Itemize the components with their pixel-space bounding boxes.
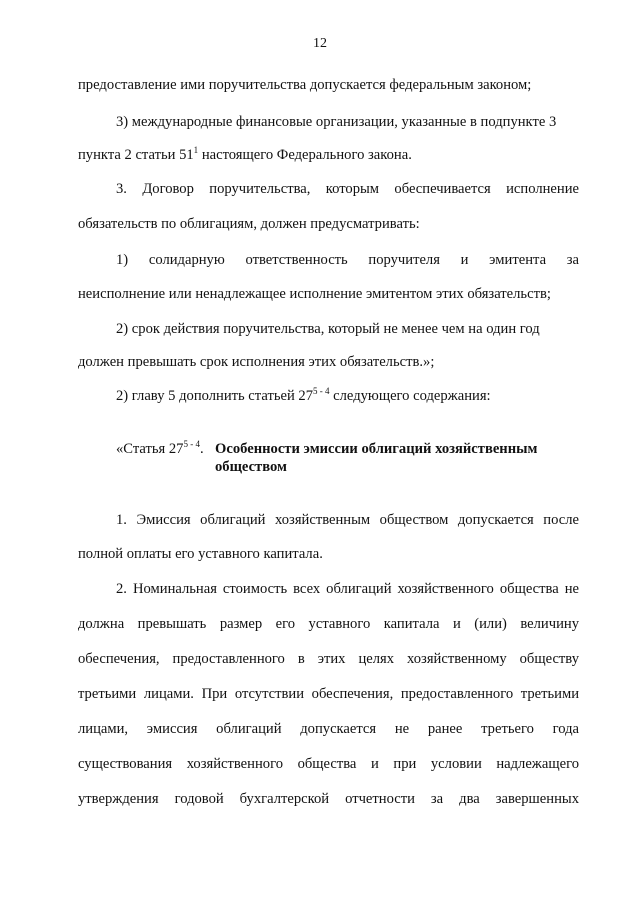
text-line: 2. Номинальная стоимость всех облигаций хозяйственного общества не bbox=[116, 581, 579, 597]
superscript: 5 - 4 bbox=[183, 439, 200, 450]
superscript: 5 - 4 bbox=[313, 386, 330, 397]
text-line bbox=[78, 146, 412, 164]
article-dot: . bbox=[199, 441, 204, 457]
article-title: Особенности эмиссии облигаций хозяйственным обществом bbox=[215, 441, 538, 475]
text-span: пункта 2 статьи 51 bbox=[78, 147, 194, 163]
text-line: полной оплаты его уставного капитала. bbox=[78, 546, 323, 562]
article-prefix: «Статья 27 bbox=[116, 441, 184, 457]
superscript: 1 bbox=[193, 145, 199, 156]
text-line: 2) срок действия поручительства, который не менее чем на один год bbox=[116, 321, 540, 337]
text-line: 3) международные финансовые организации, указанные в подпункте 3 bbox=[116, 114, 557, 130]
text-line: должна превышать размер его уставного капитала и (или) величину bbox=[78, 616, 579, 632]
text-span: настоящего Федерального закона. bbox=[198, 147, 412, 163]
text-line: утверждения годовой бухгалтерской отчетности за два завершенных bbox=[78, 791, 579, 807]
text-line: лицами, эмиссия облигаций допускается не ранее третьего года bbox=[78, 721, 579, 737]
text-line: обеспечения, предоставленного в этих целях хозяйственному обществу bbox=[78, 651, 579, 667]
text-span: 2) главу 5 дополнить статьей 27 bbox=[116, 388, 314, 404]
page-number: 12 bbox=[313, 36, 327, 51]
text-line: обязательств по облигациям, должен предусматривать: bbox=[78, 216, 420, 232]
text-line: существования хозяйственного общества и при условии надлежащего bbox=[78, 756, 579, 772]
text-line bbox=[116, 387, 491, 405]
text-span: следующего содержания: bbox=[329, 388, 491, 404]
text-line: должен превышать срок исполнения этих обязательств.»; bbox=[78, 354, 435, 370]
text-line: 1) солидарную ответственность поручителя и эмитента за bbox=[116, 252, 579, 268]
text-line: 1. Эмиссия облигаций хозяйственным обществом допускается после bbox=[116, 512, 579, 528]
text-line: неисполнение или ненадлежащее исполнение эмитентом этих обязательств; bbox=[78, 286, 551, 302]
text-line: третьими лицами. При отсутствии обеспечения, предоставленного третьими bbox=[78, 686, 579, 702]
text-line: 3. Договор поручительства, которым обеспечивается исполнение bbox=[116, 181, 579, 197]
text-line: предоставление ими поручительства допускается федеральным законом; bbox=[78, 77, 532, 93]
article-heading bbox=[116, 440, 204, 458]
